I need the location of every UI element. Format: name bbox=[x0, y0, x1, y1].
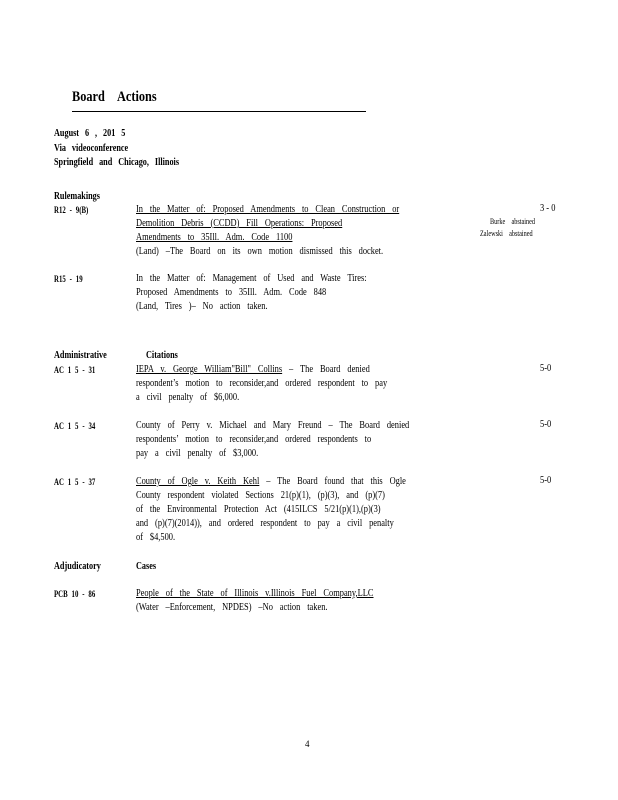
abstention-note: Zalewski abstained bbox=[480, 229, 533, 238]
vote-count: 3 - 0 bbox=[540, 203, 556, 214]
rulemaking-title-line: Amendments to 35Ill. Adm. Code 1100 bbox=[136, 232, 293, 243]
section-heading-citations: Citations bbox=[146, 350, 178, 361]
vote-count: 5-0 bbox=[540, 419, 552, 430]
meeting-date: August 6 , 201 5 bbox=[54, 128, 126, 139]
section-heading-cases: Cases bbox=[136, 561, 157, 572]
case-action-line: (Water –Enforcement, NPDES) –No action taken. bbox=[136, 602, 328, 613]
citation-text-line: respondents’ motion to reconsider,and ordered respondents to bbox=[136, 434, 372, 445]
rulemaking-text-line: Proposed Amendments to 35Ill. Adm. Code 848 bbox=[136, 287, 327, 298]
citation-text-line: County respondent violated Sections 21(p)(1), (p)(3), and (p)(7) bbox=[136, 490, 385, 501]
citation-text-line: and (p)(7)(2014)), and ordered respondent to pay a civil penalty bbox=[136, 518, 394, 529]
section-heading-administrative: Administrative bbox=[54, 350, 107, 361]
docket-number: AC 1 5 - 31 bbox=[54, 366, 96, 376]
page-title: Board Actions bbox=[72, 89, 157, 105]
citation-text-line: a civil penalty of $6,000. bbox=[136, 392, 240, 403]
citation-text-line: pay a civil penalty of $3,000. bbox=[136, 448, 259, 459]
docket-number: AC 1 5 - 34 bbox=[54, 422, 96, 432]
vote-count: 5-0 bbox=[540, 475, 552, 486]
title-underline bbox=[72, 111, 366, 112]
citation-first-line bbox=[136, 363, 370, 378]
section-heading-rulemakings: Rulemakings bbox=[54, 191, 100, 202]
abstention-note: Burke abstained bbox=[490, 217, 536, 226]
meeting-location: Springfield and Chicago, Illinois bbox=[54, 157, 180, 168]
docket-number: PCB 10 - 86 bbox=[54, 590, 96, 600]
rulemaking-action-line: (Land) –The Board on its own motion dismissed this docket. bbox=[136, 246, 384, 257]
rulemaking-title-line: In the Matter of: Proposed Amendments to Clean Construction or bbox=[136, 204, 400, 215]
case-title-line: People of the State of Illinois v.Illinois Fuel Company,LLC bbox=[136, 588, 374, 599]
meeting-method: Via videoconference bbox=[54, 143, 129, 154]
vote-count: 5-0 bbox=[540, 363, 552, 374]
case-name: IEPA v. George William"Bill" Collins bbox=[136, 364, 283, 375]
citation-first-line bbox=[136, 475, 406, 490]
citation-text-line: County of Perry v. Michael and Mary Freund – The Board denied bbox=[136, 420, 410, 431]
citation-text: – The Board found that this Ogle bbox=[259, 476, 406, 487]
rulemaking-text-line: In the Matter of: Management of Used and Waste Tires: bbox=[136, 273, 367, 284]
docket-number: R12 - 9(B) bbox=[54, 206, 89, 216]
citation-text-line: respondent’s motion to reconsider,and ordered respondent to pay bbox=[136, 378, 388, 389]
case-name: County of Ogle v. Keith Kehl bbox=[136, 476, 260, 487]
rulemaking-text-line: (Land, Tires )– No action taken. bbox=[136, 301, 268, 312]
section-heading-adjudicatory: Adjudicatory bbox=[54, 561, 101, 572]
page-number: 4 bbox=[305, 739, 310, 749]
citation-text-line: of $4,500. bbox=[136, 532, 176, 543]
citation-text: – The Board denied bbox=[282, 364, 370, 375]
rulemaking-title-line: Demolition Debris (CCDD) Fill Operations: Proposed bbox=[136, 218, 343, 229]
citation-text-line: of the Environmental Protection Act (415ILCS 5/21(p)(1),(p)(3) bbox=[136, 504, 381, 515]
docket-number: AC 1 5 - 37 bbox=[54, 478, 96, 488]
docket-number: R15 - 19 bbox=[54, 275, 83, 285]
